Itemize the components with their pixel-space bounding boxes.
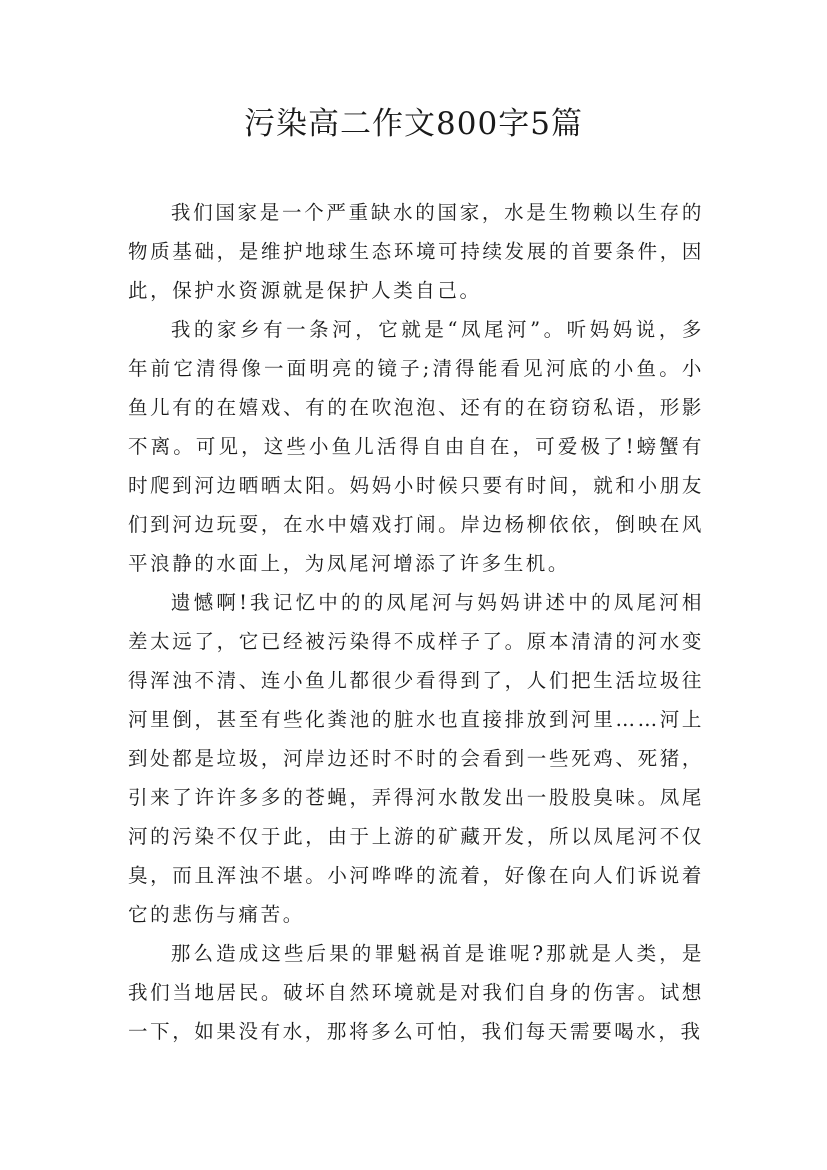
- document-title: 污染高二作文800字5篇: [244, 106, 583, 142]
- paragraph-1: 我们国家是一个严重缺水的国家，水是生物赖以生存的物质基础，是维护地球生态环境可持续发展的首要条件，因此，保护水资源就是保护人类自己。: [128, 201, 704, 302]
- document-body: [128, 193, 704, 1051]
- paragraph-4: 那么造成这些后果的罪魁祸首是谁呢?那就是人类，是我们当地居民。破坏自然环境就是对我们自身的伤害。试想一下，如果没有水，那将多么可怕，我们每天需要喝水，我: [128, 942, 704, 1043]
- paragraph-3: 遗憾啊!我记忆中的的凤尾河与妈妈讲述中的凤尾河相差太远了，它已经被污染得不成样子了。原本清清的河水变得浑浊不清、连小鱼儿都很少看得到了，人们把生活垃圾往河里倒，甚至有些化粪池的脏水也直接排放到河里……河上到处都是垃圾，河岸边还时不时的会看到一些死鸡、死猪，引来了许许多多的苍蝇，弄得河水散发出一股股臭味。凤尾河的污染不仅于此，由于上游的矿藏开发，所以凤尾河不仅臭，而且浑浊不堪。小河哗哗的流着，好像在向人们诉说着它的悲伤与痛苦。: [128, 591, 704, 926]
- paragraph-2: 我的家乡有一条河，它就是“凤尾河”。听妈妈说，多年前它清得像一面明亮的镜子;清得能看见河底的小鱼。小鱼儿有的在嬉戏、有的在吹泡泡、还有的在窃窃私语，形影不离。可见，这些小鱼儿活得自由自在，可爱极了!螃蟹有时爬到河边晒晒太阳。妈妈小时候只要有时间，就和小朋友们到河边玩耍，在水中嬉戏打闹。岸边杨柳依依，倒映在风平浪静的水面上，为凤尾河增添了许多生机。: [128, 318, 704, 575]
